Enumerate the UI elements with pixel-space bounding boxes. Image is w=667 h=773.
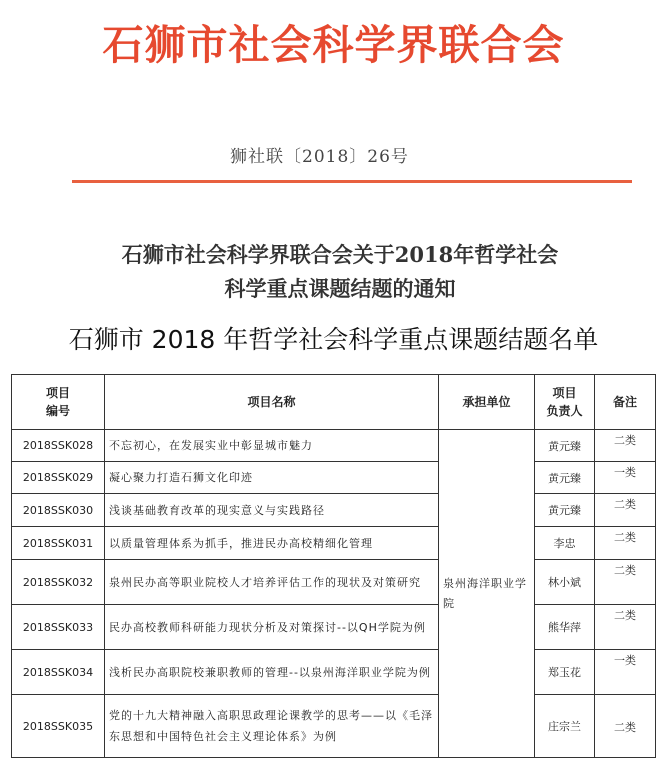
project-note: 二类 <box>595 494 656 527</box>
project-note: 二类 <box>595 527 656 560</box>
table-row <box>12 605 656 650</box>
table-row <box>12 462 656 494</box>
project-note: 一类 <box>595 462 656 494</box>
table-row <box>12 650 656 695</box>
project-name: 党的十九大精神融入高职思政理论课教学的思考——以《毛泽东思想和中国特色社会主义理论体系》为例 <box>105 695 439 758</box>
table-header-row <box>12 375 656 430</box>
project-lead: 熊华萍 <box>535 605 595 650</box>
host-unit: 泉州海洋职业学院 <box>439 430 535 758</box>
table-row <box>12 695 656 758</box>
project-code: 2018SSK031 <box>12 527 105 560</box>
project-code: 2018SSK030 <box>12 494 105 527</box>
project-name: 不忘初心，在发展实业中彰显城市魅力 <box>105 430 439 462</box>
project-lead: 林小斌 <box>535 560 595 605</box>
project-code: 2018SSK035 <box>12 695 105 758</box>
project-name: 民办高校教师科研能力现状分析及对策探讨--以QH学院为例 <box>105 605 439 650</box>
header-code <box>12 375 105 430</box>
projects-table <box>11 374 656 758</box>
project-code: 2018SSK032 <box>12 560 105 605</box>
header-unit: 承担单位 <box>439 375 535 430</box>
project-note: 二类 <box>595 430 656 462</box>
header-divider <box>72 180 632 183</box>
project-name: 浅谈基础教育改革的现实意义与实践路径 <box>105 494 439 527</box>
project-code: 2018SSK033 <box>12 605 105 650</box>
notice-title-line-2: 科学重点课题结题的通知 <box>224 276 456 301</box>
header-code-line-1: 项目 <box>45 386 70 400</box>
project-code: 2018SSK028 <box>12 430 105 462</box>
table-row <box>12 527 656 560</box>
header-note: 备注 <box>595 375 656 430</box>
project-lead: 李忠 <box>535 527 595 560</box>
project-note: 二类 <box>595 695 656 758</box>
notice-title <box>60 238 620 306</box>
notice-title-line-1: 石狮市社会科学界联合会关于2018年哲学社会 <box>121 242 559 267</box>
list-title: 石狮市 2018 年哲学社会科学重点课题结题名单 <box>68 325 599 354</box>
project-name: 凝心聚力打造石狮文化印迹 <box>105 462 439 494</box>
project-code: 2018SSK029 <box>12 462 105 494</box>
project-note: 二类 <box>595 605 656 650</box>
org-title: 石狮市社会科学界联合会 <box>102 21 565 69</box>
project-note: 一类 <box>595 650 656 695</box>
project-lead: 黄元臻 <box>535 430 595 462</box>
table-row <box>12 430 656 462</box>
project-name: 浅析民办高职院校兼职教师的管理--以泉州海洋职业学院为例 <box>105 650 439 695</box>
table-row <box>12 494 656 527</box>
table-row <box>12 560 656 605</box>
project-code: 2018SSK034 <box>12 650 105 695</box>
header-lead-line-1: 项目 <box>552 386 577 400</box>
project-lead: 黄元臻 <box>535 462 595 494</box>
project-lead: 黄元臻 <box>535 494 595 527</box>
project-lead: 郑玉花 <box>535 650 595 695</box>
document-number: 狮社联〔2018〕26号 <box>230 147 409 167</box>
project-name: 泉州民办高等职业院校人才培养评估工作的现状及对策研究 <box>105 560 439 605</box>
project-lead: 庄宗兰 <box>535 695 595 758</box>
project-note: 二类 <box>595 560 656 605</box>
header-code-line-2: 编号 <box>45 404 70 418</box>
project-name: 以质量管理体系为抓手，推进民办高校精细化管理 <box>105 527 439 560</box>
header-lead-line-2: 负责人 <box>546 404 583 418</box>
header-name: 项目名称 <box>105 375 439 430</box>
header-lead <box>535 375 595 430</box>
